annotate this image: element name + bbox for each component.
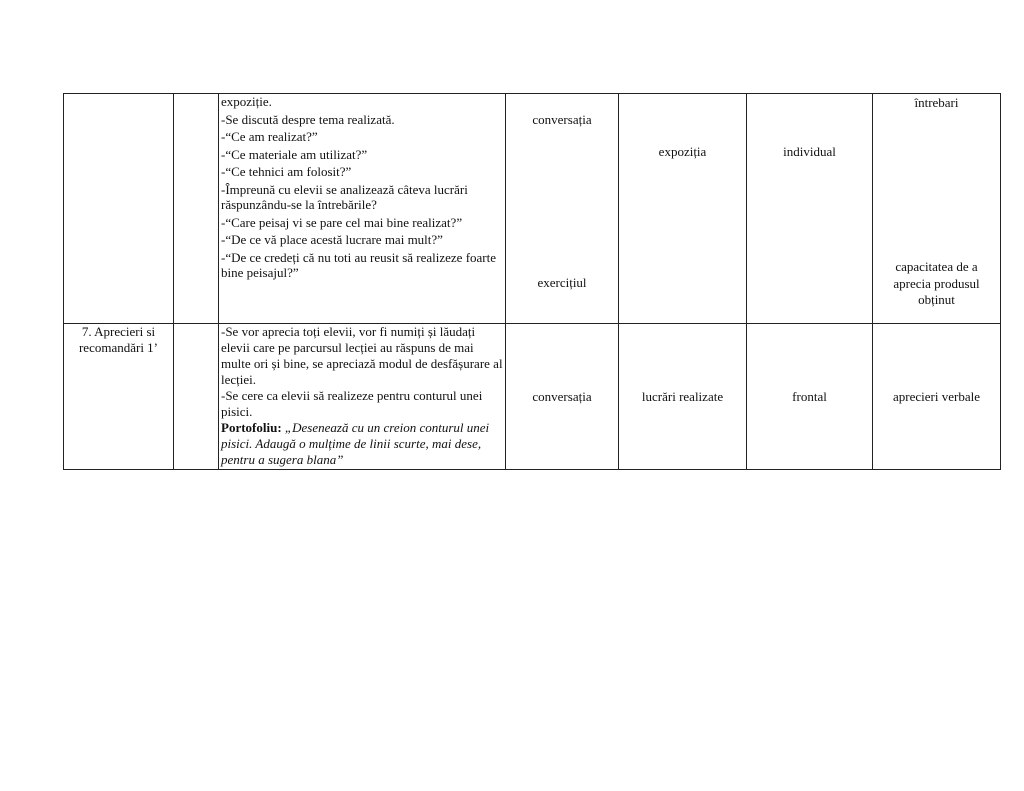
evaluation-cell (873, 324, 1001, 470)
organization-text: individual (783, 144, 836, 159)
activity-line: -“Ce tehnici am folosit?” (221, 164, 352, 179)
time-cell (174, 324, 219, 470)
activity-line: -Se discută despre tema realizată. (221, 111, 395, 127)
methods-cell (506, 324, 619, 470)
portfolio-text: „Desenează cu un creion conturul unei pisici. Adaugă o mulțime de linii scurte, mai dese, pentru a sugera blana” (221, 420, 490, 467)
evaluation-cell (873, 94, 1001, 324)
activity-line: -“De ce vă place acestă lucrare mai mult?” (221, 232, 443, 247)
organization-text: frontal (792, 388, 827, 404)
activity-line: -“Care peisaj vi se pare cel mai bine realizat?” (221, 214, 463, 230)
activity-paragraph: -Se vor aprecia toți elevii, vor fi numiți și lăudați elevii care pe parcursul lecției au răspuns de mai multe ori și bine, se apreciază modul de desfășurare al lecției. (221, 324, 503, 387)
resources-text: lucrări realizate (641, 388, 724, 404)
table-row (64, 94, 1001, 324)
evaluation-text: capacitatea de a aprecia produsul obținut (893, 259, 980, 307)
activity-cell (219, 324, 506, 470)
method-label: conversația (532, 388, 592, 404)
organization-cell (747, 324, 873, 470)
organization-cell (747, 94, 873, 324)
activity-line: -Împreună cu elevii se analizează câteva lucrări răspunzându-se la întrebările? (221, 181, 468, 212)
resources-cell (619, 94, 747, 324)
stage-text: 7. Aprecieri si recomandări 1’ (78, 324, 159, 355)
activity-line: expoziție. (221, 94, 272, 109)
evaluation-text: aprecieri verbale (893, 388, 980, 404)
time-cell (174, 94, 219, 324)
activity-cell (219, 94, 506, 324)
lesson-plan-table (63, 93, 1001, 470)
resources-cell (619, 324, 747, 470)
method-label: conversația (532, 112, 592, 127)
resources-text: expoziția (658, 144, 707, 159)
portfolio-label: Portofoliu: (221, 420, 282, 435)
portfolio-paragraph (221, 420, 503, 468)
stage-cell (64, 94, 174, 324)
methods-cell (506, 94, 619, 324)
method-label: exercițiul (537, 275, 587, 290)
activity-paragraph: -Se cere ca elevii să realizeze pentru conturul unei pisici. (221, 388, 483, 419)
activity-line: -“De ce credeți că nu toti au reusit să realizeze foarte bine peisajul?” (221, 249, 496, 280)
table-row (64, 324, 1001, 470)
evaluation-text: întrebari (914, 95, 959, 110)
activity-line: -“Ce materiale am utilizat?” (221, 146, 368, 162)
activity-line: -“Ce am realizat?” (221, 129, 318, 144)
stage-cell (64, 324, 174, 470)
